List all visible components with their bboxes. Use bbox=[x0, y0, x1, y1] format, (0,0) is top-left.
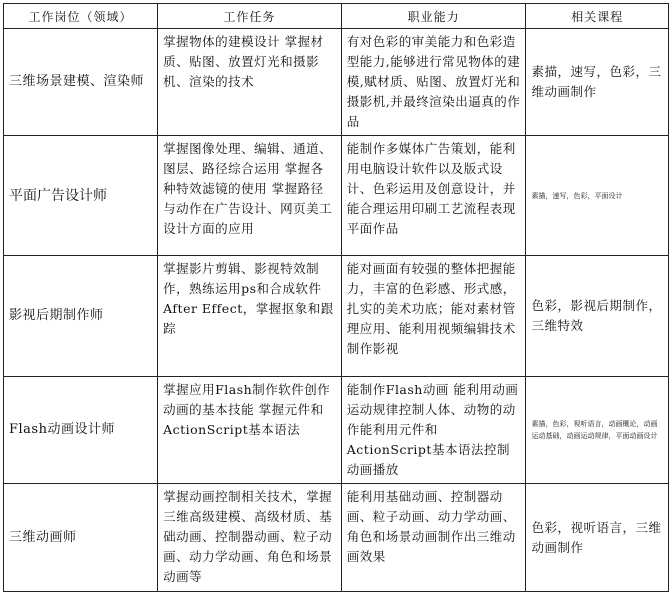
abilities-cell: 能对画面有较强的整体把握能力，丰富的色彩感、形式感，扎实的美术功底；能对素材管理应用、能利用视频编辑技术制作影视 bbox=[341, 256, 526, 377]
courses-cell: 色彩，影视后期制作，三维特效 bbox=[526, 256, 669, 377]
courses-cell: 素描，速写，色彩，平面设计 bbox=[526, 136, 669, 256]
job-table-container bbox=[3, 3, 669, 592]
role-cell: 影视后期制作师 bbox=[4, 256, 158, 377]
table-row bbox=[4, 256, 669, 377]
table-row bbox=[4, 377, 669, 484]
table-row bbox=[4, 484, 669, 592]
role-cell: 三维场景建模、渲染师 bbox=[4, 29, 158, 136]
abilities-cell: 能利用基础动画、控制器动画、粒子动画、动力学动画、角色和场景动画制作出三维动画效果 bbox=[341, 484, 526, 592]
tasks-cell: 掌握应用Flash制作软件创作动画的基本技能 掌握元件和ActionScript基本语法 bbox=[158, 377, 342, 484]
role-cell: 平面广告设计师 bbox=[4, 136, 158, 256]
header-abilities: 职业能力 bbox=[341, 4, 526, 29]
role-cell: 三维动画师 bbox=[4, 484, 158, 592]
tasks-cell: 掌握动画控制相关技术，掌握三维高级建模、高级材质、基础动画、控制器动画、粒子动画、动力学动画、角色和场景动画等 bbox=[158, 484, 342, 592]
header-role: 工作岗位（领域） bbox=[4, 4, 158, 29]
tasks-cell: 掌握影片剪辑、影视特效制作，熟练运用ps和合成软件After Effect，掌握抠象和跟踪 bbox=[158, 256, 342, 377]
tasks-cell: 掌握图像处理、编辑、通道、图层、路径综合运用 掌握各种特效滤镜的使用 掌握路径与动作在广告设计、网页美工设计方面的应用 bbox=[158, 136, 342, 256]
job-course-table bbox=[3, 3, 669, 592]
abilities-cell: 能制作多媒体广告策划，能利用电脑设计软件以及版式设计、色彩运用及创意设计，并能合理运用印刷工艺流程表现平面作品 bbox=[341, 136, 526, 256]
table-row bbox=[4, 136, 669, 256]
table-row bbox=[4, 29, 669, 136]
header-courses: 相关课程 bbox=[526, 4, 669, 29]
abilities-cell: 能制作Flash动画 能利用动画运动规律控制人体、动物的动作能利用元件和ActionScript基本语法控制动画播放 bbox=[341, 377, 526, 484]
courses-cell: 色彩，视听语言，三维动画制作 bbox=[526, 484, 669, 592]
courses-cell: 素描，色彩，视听语言，动画概论，动画运动基础，动画运动规律，平面动画设计 bbox=[526, 377, 669, 484]
table-header-row bbox=[4, 4, 669, 29]
tasks-cell: 掌握物体的建模设计 掌握材质、贴图、放置灯光和摄影机、渲染的技术 bbox=[158, 29, 342, 136]
courses-cell: 素描，速写，色彩，三维动画制作 bbox=[526, 29, 669, 136]
abilities-cell: 有对色彩的审美能力和色彩造型能力,能够进行常见物体的建模,赋材质、贴图、放置灯光和摄影机,并最终渲染出逼真的作品 bbox=[341, 29, 526, 136]
role-cell: Flash动画设计师 bbox=[4, 377, 158, 484]
header-tasks: 工作任务 bbox=[158, 4, 342, 29]
